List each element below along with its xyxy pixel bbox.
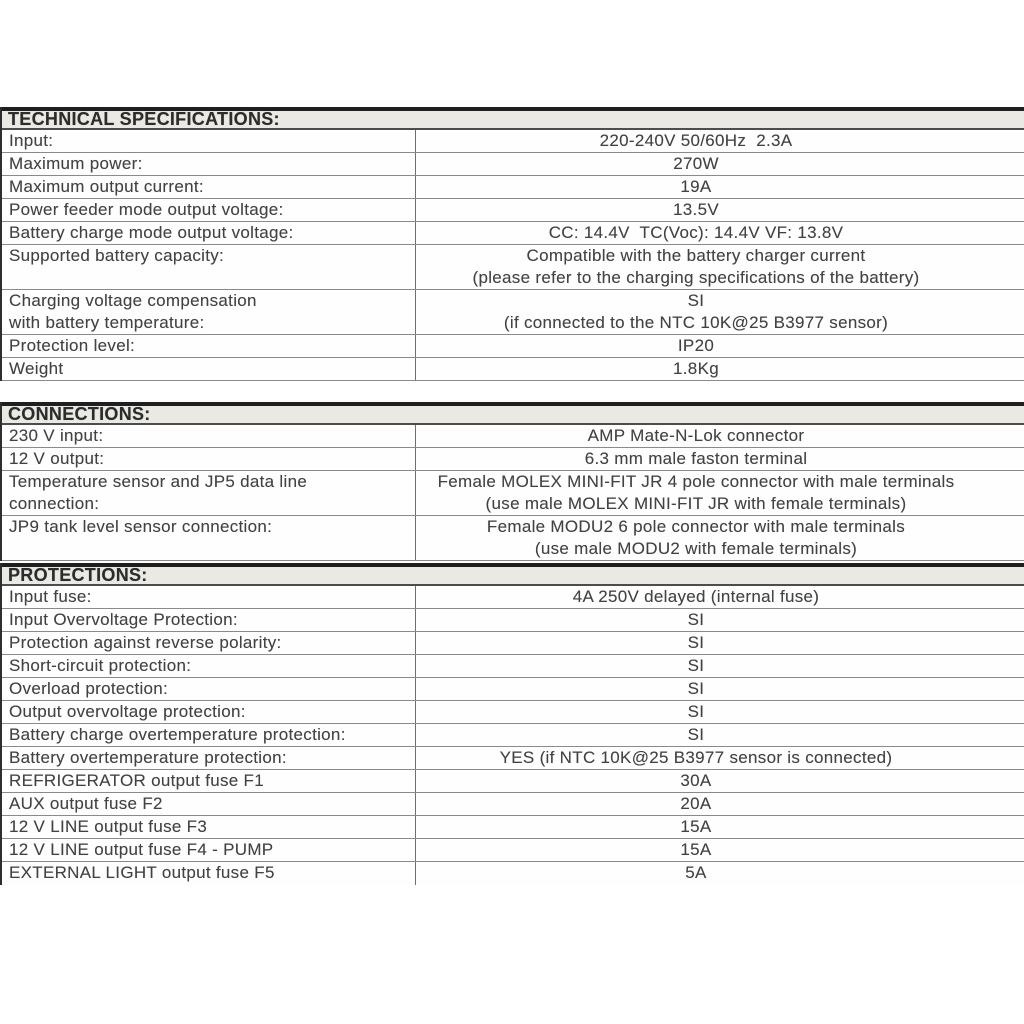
table-row (2, 724, 1024, 747)
row-label-cell (2, 290, 416, 334)
row-value-text: Female MOLEX MINI-FIT JR 4 pole connector with male terminals (437, 472, 955, 491)
row-label-text: Overload protection: (9, 679, 169, 698)
row-label-text: Input fuse: (9, 587, 92, 606)
row-value-text: (please refer to the charging specifications of the battery) (472, 268, 920, 287)
table-row (2, 358, 1024, 381)
row-value-cell (416, 701, 1024, 723)
row-value-cell (416, 199, 1024, 221)
row-label-cell (2, 335, 416, 357)
row-value-cell (416, 586, 1024, 608)
spec-table-2 (0, 402, 1024, 561)
table-row (2, 516, 1024, 561)
table-row (2, 176, 1024, 199)
row-value-text: SI (687, 656, 705, 675)
row-label-text: Input: (9, 131, 54, 150)
row-value-text: 20A (680, 794, 712, 813)
table-row (2, 448, 1024, 471)
table-row (2, 678, 1024, 701)
row-label-cell (2, 862, 416, 885)
spec-table-1 (0, 107, 1024, 381)
row-label-text: Temperature sensor and JP5 data line (9, 472, 308, 491)
row-value-cell (416, 448, 1024, 470)
row-value-text: YES (if NTC 10K@25 B3977 sensor is connected) (499, 748, 893, 767)
table-row (2, 701, 1024, 724)
row-label-cell (2, 448, 416, 470)
row-label-text: Battery charge overtemperature protection: (9, 725, 346, 744)
row-label-cell (2, 793, 416, 815)
row-label-text: 230 V input: (9, 426, 104, 445)
row-value-text: SI (687, 633, 705, 652)
row-label-cell (2, 130, 416, 152)
table-row (2, 222, 1024, 245)
table-row (2, 335, 1024, 358)
row-label-text: Maximum output current: (9, 177, 204, 196)
row-value-text: SI (687, 702, 705, 721)
row-label-cell (2, 245, 416, 289)
row-value-text: 19A (680, 177, 712, 196)
row-value-cell (416, 516, 1024, 560)
row-label-text: Maximum power: (9, 154, 143, 173)
row-label-text: Protection against reverse polarity: (9, 633, 282, 652)
row-value-text: (use male MOLEX MINI-FIT JR with female terminals) (485, 494, 907, 513)
row-value-cell (416, 770, 1024, 792)
table-row (2, 245, 1024, 290)
spec-table-3 (0, 563, 1024, 885)
row-label-text: 12 V LINE output fuse F3 (9, 817, 208, 836)
row-value-cell (416, 724, 1024, 746)
row-value-text: (if connected to the NTC 10K@25 B3977 sensor) (503, 313, 889, 332)
row-label-cell (2, 609, 416, 631)
row-value-text: 15A (680, 840, 712, 859)
row-value-cell (416, 358, 1024, 380)
row-label-text: Weight (9, 359, 64, 378)
row-label-text: Charging voltage compensation (9, 291, 257, 310)
row-value-text: 30A (680, 771, 712, 790)
table-row (2, 153, 1024, 176)
row-label-text: AUX output fuse F2 (9, 794, 163, 813)
row-value-text: SI (687, 725, 705, 744)
row-label-cell (2, 222, 416, 244)
row-label-cell (2, 770, 416, 792)
row-value-text: SI (687, 610, 705, 629)
row-value-text: (use male MODU2 with female terminals) (534, 539, 858, 558)
row-label-text: Battery charge mode output voltage: (9, 223, 294, 242)
row-label-cell (2, 586, 416, 608)
table-row (2, 609, 1024, 632)
table-row (2, 655, 1024, 678)
row-value-text: AMP Mate-N-Lok connector (587, 426, 805, 445)
row-value-cell (416, 425, 1024, 447)
row-value-cell (416, 793, 1024, 815)
row-value-cell (416, 839, 1024, 861)
row-value-cell (416, 471, 1024, 515)
row-value-cell (416, 290, 1024, 334)
row-label-cell (2, 747, 416, 769)
row-label-cell (2, 516, 416, 560)
row-label-cell (2, 678, 416, 700)
row-value-cell (416, 222, 1024, 244)
row-label-text: JP9 tank level sensor connection: (9, 517, 273, 536)
row-label-cell (2, 358, 416, 380)
row-label-cell (2, 153, 416, 175)
table-row (2, 199, 1024, 222)
table-row (2, 770, 1024, 793)
row-value-cell (416, 632, 1024, 654)
row-value-cell (416, 747, 1024, 769)
row-value-text: SI (687, 679, 705, 698)
row-label-text: Short-circuit protection: (9, 656, 192, 675)
row-label-cell (2, 839, 416, 861)
row-value-text: IP20 (677, 336, 715, 355)
table-row (2, 290, 1024, 335)
row-label-cell (2, 471, 416, 515)
table-row (2, 839, 1024, 862)
row-label-cell (2, 425, 416, 447)
row-label-text: Supported battery capacity: (9, 246, 225, 265)
row-label-text: REFRIGERATOR output fuse F1 (9, 771, 264, 790)
table-row (2, 471, 1024, 516)
row-label-cell (2, 632, 416, 654)
row-label-text: 12 V LINE output fuse F4 - PUMP (9, 840, 274, 859)
table-row (2, 793, 1024, 816)
table-row (2, 130, 1024, 153)
table-row (2, 586, 1024, 609)
row-value-text: 1.8Kg (673, 359, 719, 378)
table-row (2, 747, 1024, 770)
row-value-text: 15A (680, 817, 712, 836)
table-row (2, 816, 1024, 839)
row-value-cell (416, 153, 1024, 175)
section-title: CONNECTIONS: (2, 402, 1024, 425)
scanned-spec-document (0, 107, 1024, 885)
row-value-cell (416, 678, 1024, 700)
row-label-text: 12 V output: (9, 449, 105, 468)
row-value-text: SI (687, 291, 705, 310)
row-value-text: 5A (685, 863, 707, 882)
row-label-text: Input Overvoltage Protection: (9, 610, 238, 629)
section-title: PROTECTIONS: (2, 563, 1024, 586)
row-value-cell (416, 335, 1024, 357)
section-title: TECHNICAL SPECIFICATIONS: (2, 107, 1024, 130)
row-label-cell (2, 176, 416, 198)
row-label-text: with battery temperature: (9, 313, 205, 332)
row-label-text: EXTERNAL LIGHT output fuse F5 (9, 863, 275, 882)
row-label-text: Protection level: (9, 336, 136, 355)
row-value-text: 270W (673, 154, 719, 173)
row-label-text: Output overvoltage protection: (9, 702, 246, 721)
row-value-cell (416, 655, 1024, 677)
row-label-cell (2, 199, 416, 221)
row-value-text: 4A 250V delayed (internal fuse) (572, 587, 820, 606)
row-value-text: CC: 14.4V TC(Voc): 14.4V VF: 13.8V (548, 223, 844, 242)
row-value-cell (416, 245, 1024, 289)
row-value-cell (416, 816, 1024, 838)
table-row (2, 862, 1024, 885)
row-value-cell (416, 130, 1024, 152)
row-label-cell (2, 701, 416, 723)
row-label-cell (2, 655, 416, 677)
row-value-text: Female MODU2 6 pole connector with male terminals (486, 517, 906, 536)
row-value-text: Compatible with the battery charger current (526, 246, 866, 265)
row-value-text: 13.5V (673, 200, 719, 219)
row-value-cell (416, 609, 1024, 631)
row-label-text: Battery overtemperature protection: (9, 748, 287, 767)
row-label-text: Power feeder mode output voltage: (9, 200, 284, 219)
row-value-cell (416, 862, 1024, 885)
table-row (2, 425, 1024, 448)
row-value-text: 220-240V 50/60Hz 2.3A (599, 131, 793, 150)
row-label-cell (2, 816, 416, 838)
table-row (2, 632, 1024, 655)
row-value-cell (416, 176, 1024, 198)
row-label-cell (2, 724, 416, 746)
row-value-text: 6.3 mm male faston terminal (584, 449, 808, 468)
row-label-text: connection: (9, 494, 100, 513)
